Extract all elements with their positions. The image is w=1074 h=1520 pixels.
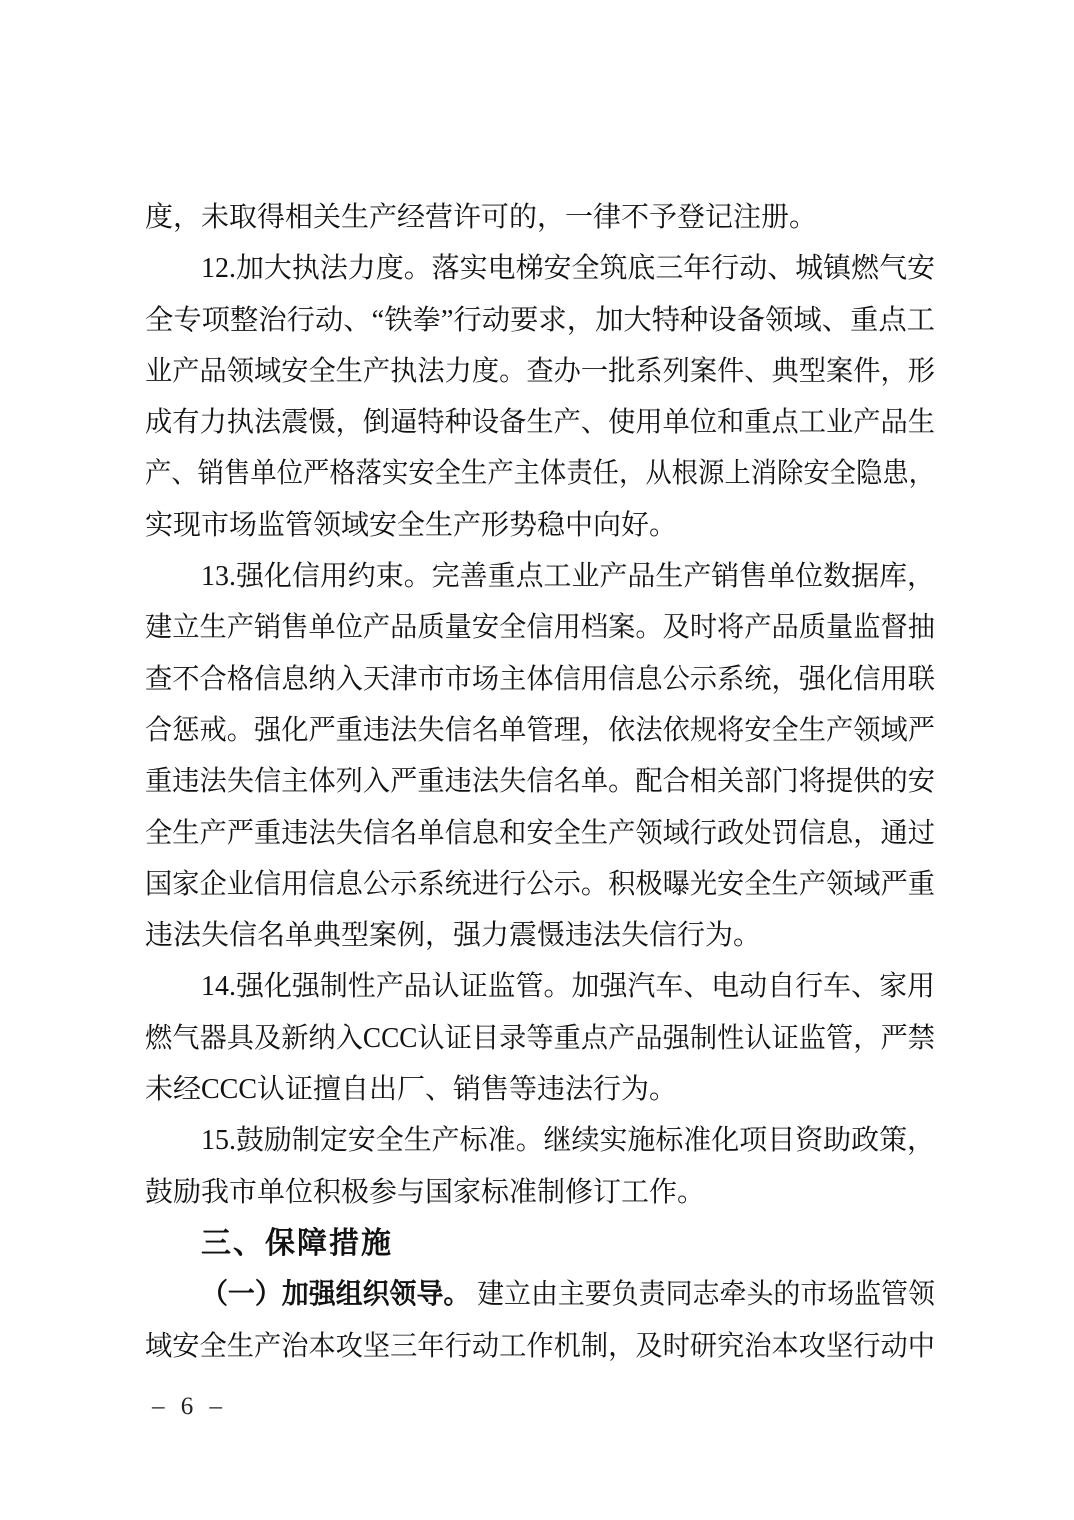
text-line-content — [145, 500, 677, 551]
line-text: 三、保障措施 — [201, 1226, 393, 1260]
line-text: 全生产严重违法失信名单信息和安全生产领域行政处罚信息，通过 — [145, 817, 935, 849]
text-line — [145, 654, 935, 705]
line-text: 13.强化信用约束。完善重点工业产品生产销售单位数据库， — [201, 561, 935, 593]
line-text: 未经CCC认证擅自出厂、销售等违法行为。 — [145, 1074, 678, 1106]
text-line-content — [145, 910, 761, 961]
text-line — [145, 1321, 935, 1372]
text-line-content — [145, 1064, 677, 1115]
text-line — [145, 346, 935, 397]
text-line — [145, 1064, 935, 1115]
paragraph-lead: （一）加强组织领导。 — [201, 1279, 471, 1311]
text-line — [145, 1269, 935, 1320]
text-line — [145, 602, 935, 653]
text-line — [145, 1013, 935, 1064]
text-line-content — [145, 859, 935, 910]
line-text: 14.强化强制性产品认证监管。加强汽车、电动自行车、家用 — [201, 971, 935, 1003]
text-line — [145, 448, 935, 499]
line-text: 燃气器具及新纳入CCC认证目录等重点产品强制性认证监管，严禁 — [145, 1022, 935, 1054]
text-line-content — [201, 961, 935, 1012]
text-line — [145, 705, 935, 756]
text-line-content — [145, 654, 935, 705]
line-text: 成有力执法震慑，倒逼特种设备生产、使用单位和重点工业产品生 — [145, 407, 935, 439]
text-line-content — [145, 705, 935, 756]
page-number: – 6 – — [152, 1393, 223, 1420]
line-text: 全专项整治行动、“铁拳”行动要求，加大特种设备领域、重点工 — [145, 304, 935, 336]
line-text: 产、销售单位严格落实安全生产主体责任，从根源上消除安全隐患， — [145, 458, 935, 490]
text-column — [145, 192, 935, 1372]
line-text: 12.加大执法力度。落实电梯安全筑底三年行动、城镇燃气安 — [201, 253, 935, 285]
text-line — [145, 192, 935, 243]
text-line-content — [145, 756, 935, 807]
text-line-content — [145, 295, 935, 346]
text-line — [145, 397, 935, 448]
text-line — [145, 295, 935, 346]
text-line-content — [145, 397, 935, 448]
line-text: 15.鼓励制定安全生产标准。继续实施标准化项目资助政策， — [201, 1125, 935, 1157]
text-line-content — [145, 346, 935, 397]
text-line — [145, 808, 935, 859]
text-line — [145, 859, 935, 910]
line-text: 建立生产销售单位产品质量安全信用档案。及时将产品质量监督抽 — [145, 612, 935, 644]
text-line — [145, 910, 935, 961]
line-text: 鼓励我市单位积极参与国家标准制修订工作。 — [145, 1176, 706, 1208]
line-text: 查不合格信息纳入天津市市场主体信用信息公示系统，强化信用联 — [145, 663, 935, 695]
text-line-content — [145, 448, 935, 499]
text-line — [145, 961, 935, 1012]
text-line — [145, 551, 935, 602]
line-text: 国家企业信用信息公示系统进行公示。积极曝光安全生产领域严重 — [145, 868, 935, 900]
text-line — [145, 500, 935, 551]
line-text: 合惩戒。强化严重违法失信名单管理，依法依规将安全生产领域严 — [145, 714, 935, 746]
text-line-content — [145, 192, 817, 243]
text-line-content — [145, 1167, 705, 1218]
line-text: 域安全生产治本攻坚三年行动工作机制，及时研究治本攻坚行动中 — [145, 1330, 935, 1362]
text-line — [145, 1218, 935, 1269]
text-line — [145, 1115, 935, 1166]
line-text: 实现市场监管领域安全生产形势稳中向好。 — [145, 509, 678, 541]
text-line — [145, 1167, 935, 1218]
text-line-content — [201, 243, 935, 294]
text-line-content — [145, 1013, 935, 1064]
text-line — [145, 756, 935, 807]
text-line-content — [201, 1115, 935, 1166]
line-text: 违法失信名单典型案例，强力震慑违法失信行为。 — [145, 920, 762, 952]
text-line-content — [145, 808, 935, 859]
line-text: 建立由主要负责同志牵头的市场监管领 — [477, 1279, 935, 1311]
line-text: 重违法失信主体列入严重违法失信名单。配合相关部门将提供的安 — [145, 766, 935, 798]
line-text: 业产品领域安全生产执法力度。查办一批系列案件、典型案件，形 — [145, 355, 935, 387]
line-text: 度，未取得相关生产经营许可的，一律不予登记注册。 — [145, 202, 818, 233]
text-line-content — [145, 1321, 935, 1372]
text-line-content — [201, 1269, 935, 1320]
text-line-content — [145, 602, 935, 653]
text-line-content — [201, 551, 935, 602]
text-line-content — [201, 1218, 393, 1269]
text-line — [145, 243, 935, 294]
